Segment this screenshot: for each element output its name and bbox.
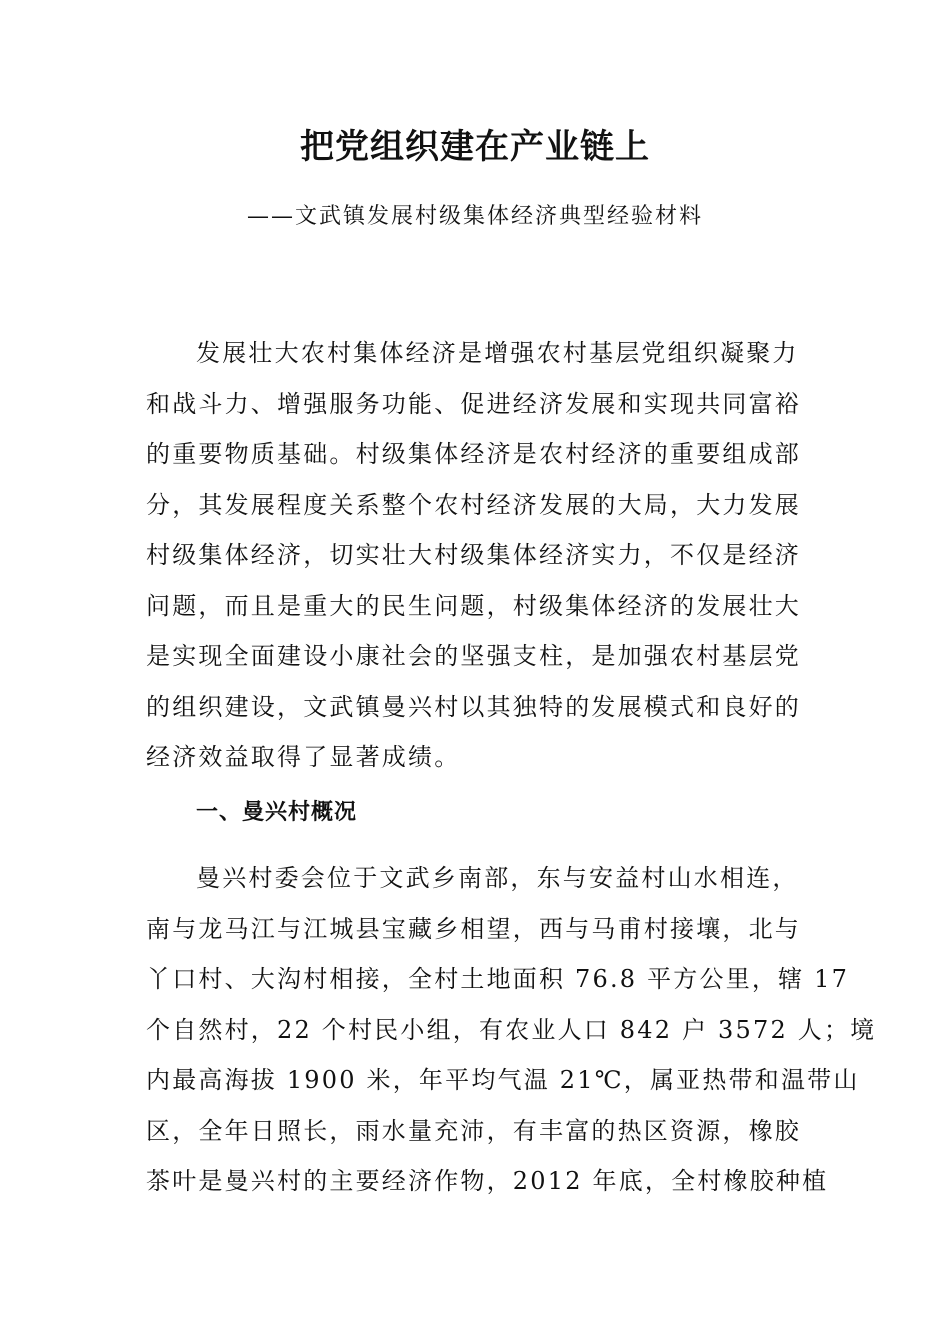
paragraph-line: 和战斗力、增强服务功能、促进经济发展和实现共同富裕: [146, 389, 801, 418]
paragraph-line: 个自然村，22 个村民小组，有农业人口 842 户 3572 人；境: [146, 1015, 877, 1044]
paragraph-line: 的组织建设，文武镇曼兴村以其独特的发展模式和良好的: [146, 692, 801, 721]
paragraph-line: 区，全年日照长，雨水量充沛，有丰富的热区资源，橡胶: [146, 1116, 801, 1145]
paragraph-line: 茶叶是曼兴村的主要经济作物，2012 年底，全村橡胶种植: [146, 1167, 829, 1195]
village-overview-paragraph: [146, 853, 877, 1207]
paragraph-line: 曼兴村委会位于文武乡南部，东与安益村山水相连，: [196, 864, 799, 892]
document-subtitle: ——文武镇发展村级集体经济典型经验材料: [246, 204, 703, 229]
paragraph-line: 分，其发展程度关系整个农村经济发展的大局，大力发展: [146, 490, 801, 519]
paragraph-line: 丫口村、大沟村相接，全村土地面积 76.8 平方公里，辖 17: [146, 965, 850, 993]
paragraph-line: 的重要物质基础。村级集体经济是农村经济的重要组成部: [146, 440, 801, 468]
paragraph-line: 内最高海拔 1900 米，年平均气温 21℃，属亚热带和温带山: [146, 1066, 860, 1094]
document-title: 把党组织建在产业链上: [300, 127, 650, 167]
paragraph-line: 南与龙马江与江城县宝藏乡相望，西与马甫村接壤，北与: [146, 914, 801, 943]
intro-paragraph: [146, 328, 806, 783]
paragraph-line: 是实现全面建设小康社会的坚强支柱，是加强农村基层党: [146, 642, 801, 670]
section-heading: 一、曼兴村概况: [196, 800, 358, 825]
paragraph-line: 村级集体经济，切实壮大村级集体经济实力，不仅是经济: [146, 541, 801, 569]
paragraph-line: 经济效益取得了显著成绩。: [146, 743, 461, 771]
paragraph-line: 问题，而且是重大的民生问题，村级集体经济的发展壮大: [146, 591, 801, 620]
paragraph-line: 发展壮大农村集体经济是增强农村基层党组织凝聚力: [196, 339, 799, 367]
